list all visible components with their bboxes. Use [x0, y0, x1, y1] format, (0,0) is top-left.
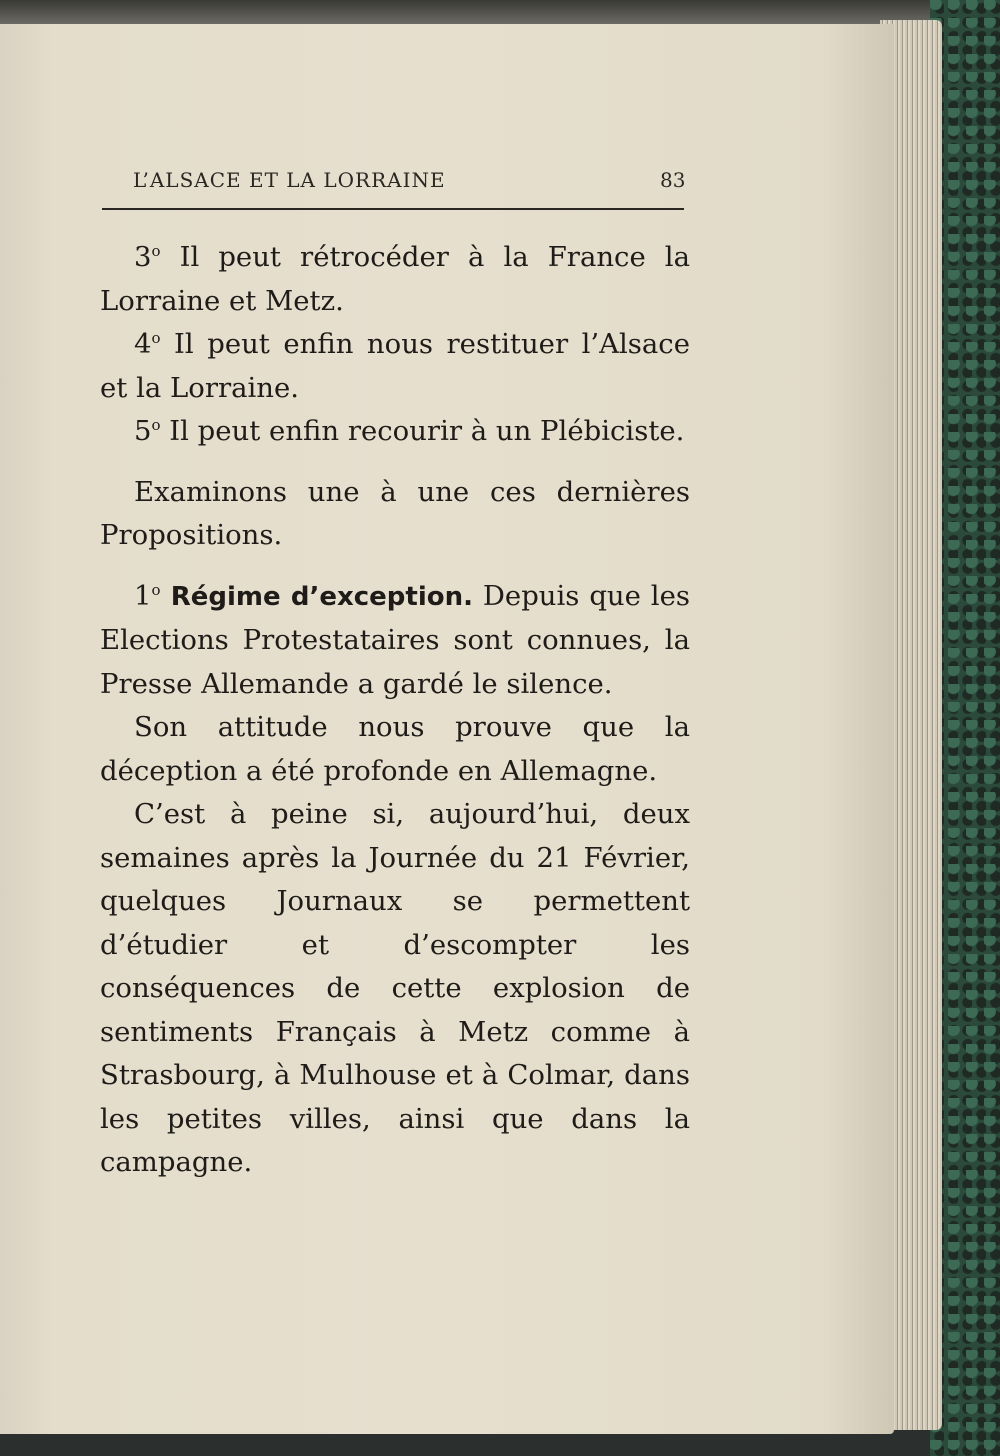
ordinal-mark: o: [151, 242, 161, 260]
paragraph-text: Il peut enfin nous restituer l’Alsace et la Lorraine.: [100, 328, 690, 404]
paragraph-text: Examinons une à une ces dernières Propositions.: [100, 475, 690, 551]
paragraph: [100, 706, 690, 793]
paragraph-text: Son attitude nous prouve que la déception a été profonde en Allemagne.: [100, 711, 690, 787]
paragraph-text: Il peut rétrocéder à la France la Lorraine et Metz.: [100, 241, 690, 317]
paragraph: [100, 323, 690, 410]
paragraph: [100, 575, 690, 707]
paragraph: [100, 410, 690, 454]
paragraph: [100, 793, 690, 1185]
paragraph-text: C’est à peine si, aujourd’hui, deux semaines après la Journée du 21 Février, quelques Journaux se permettent d’étudier et d’escompter les conséquences de cette explosion de sentiments Français à Metz comme à Strasbourg, à Mulhouse et à Colmar, dans les petites villes, ainsi que dans la campagne.: [100, 798, 690, 1178]
ordinal-mark: o: [151, 329, 161, 347]
item-number: 3: [134, 241, 152, 273]
paragraph: [100, 236, 690, 323]
ordinal-mark: o: [151, 580, 161, 599]
paragraph-gap: [100, 454, 690, 471]
paragraph-text: Il peut enfin recourir à un Plébiciste.: [160, 415, 685, 447]
paragraph-text: Depuis que les Elections Protestataires sont connues, la Presse Allemande a gardé le silence.: [100, 579, 690, 700]
header-rule: [102, 208, 684, 210]
paragraph: [100, 471, 690, 558]
ordinal-mark: o: [151, 416, 161, 434]
item-number: 4: [134, 328, 152, 360]
body-text: [100, 236, 690, 1185]
page-number: 83: [660, 168, 686, 192]
section-heading: Régime d’exception.: [160, 581, 473, 612]
paragraph-gap: [100, 558, 690, 575]
running-title: L’ALSACE ET LA LORRAINE: [133, 168, 446, 192]
item-number: 5: [134, 415, 152, 447]
item-number: 1: [134, 579, 152, 612]
